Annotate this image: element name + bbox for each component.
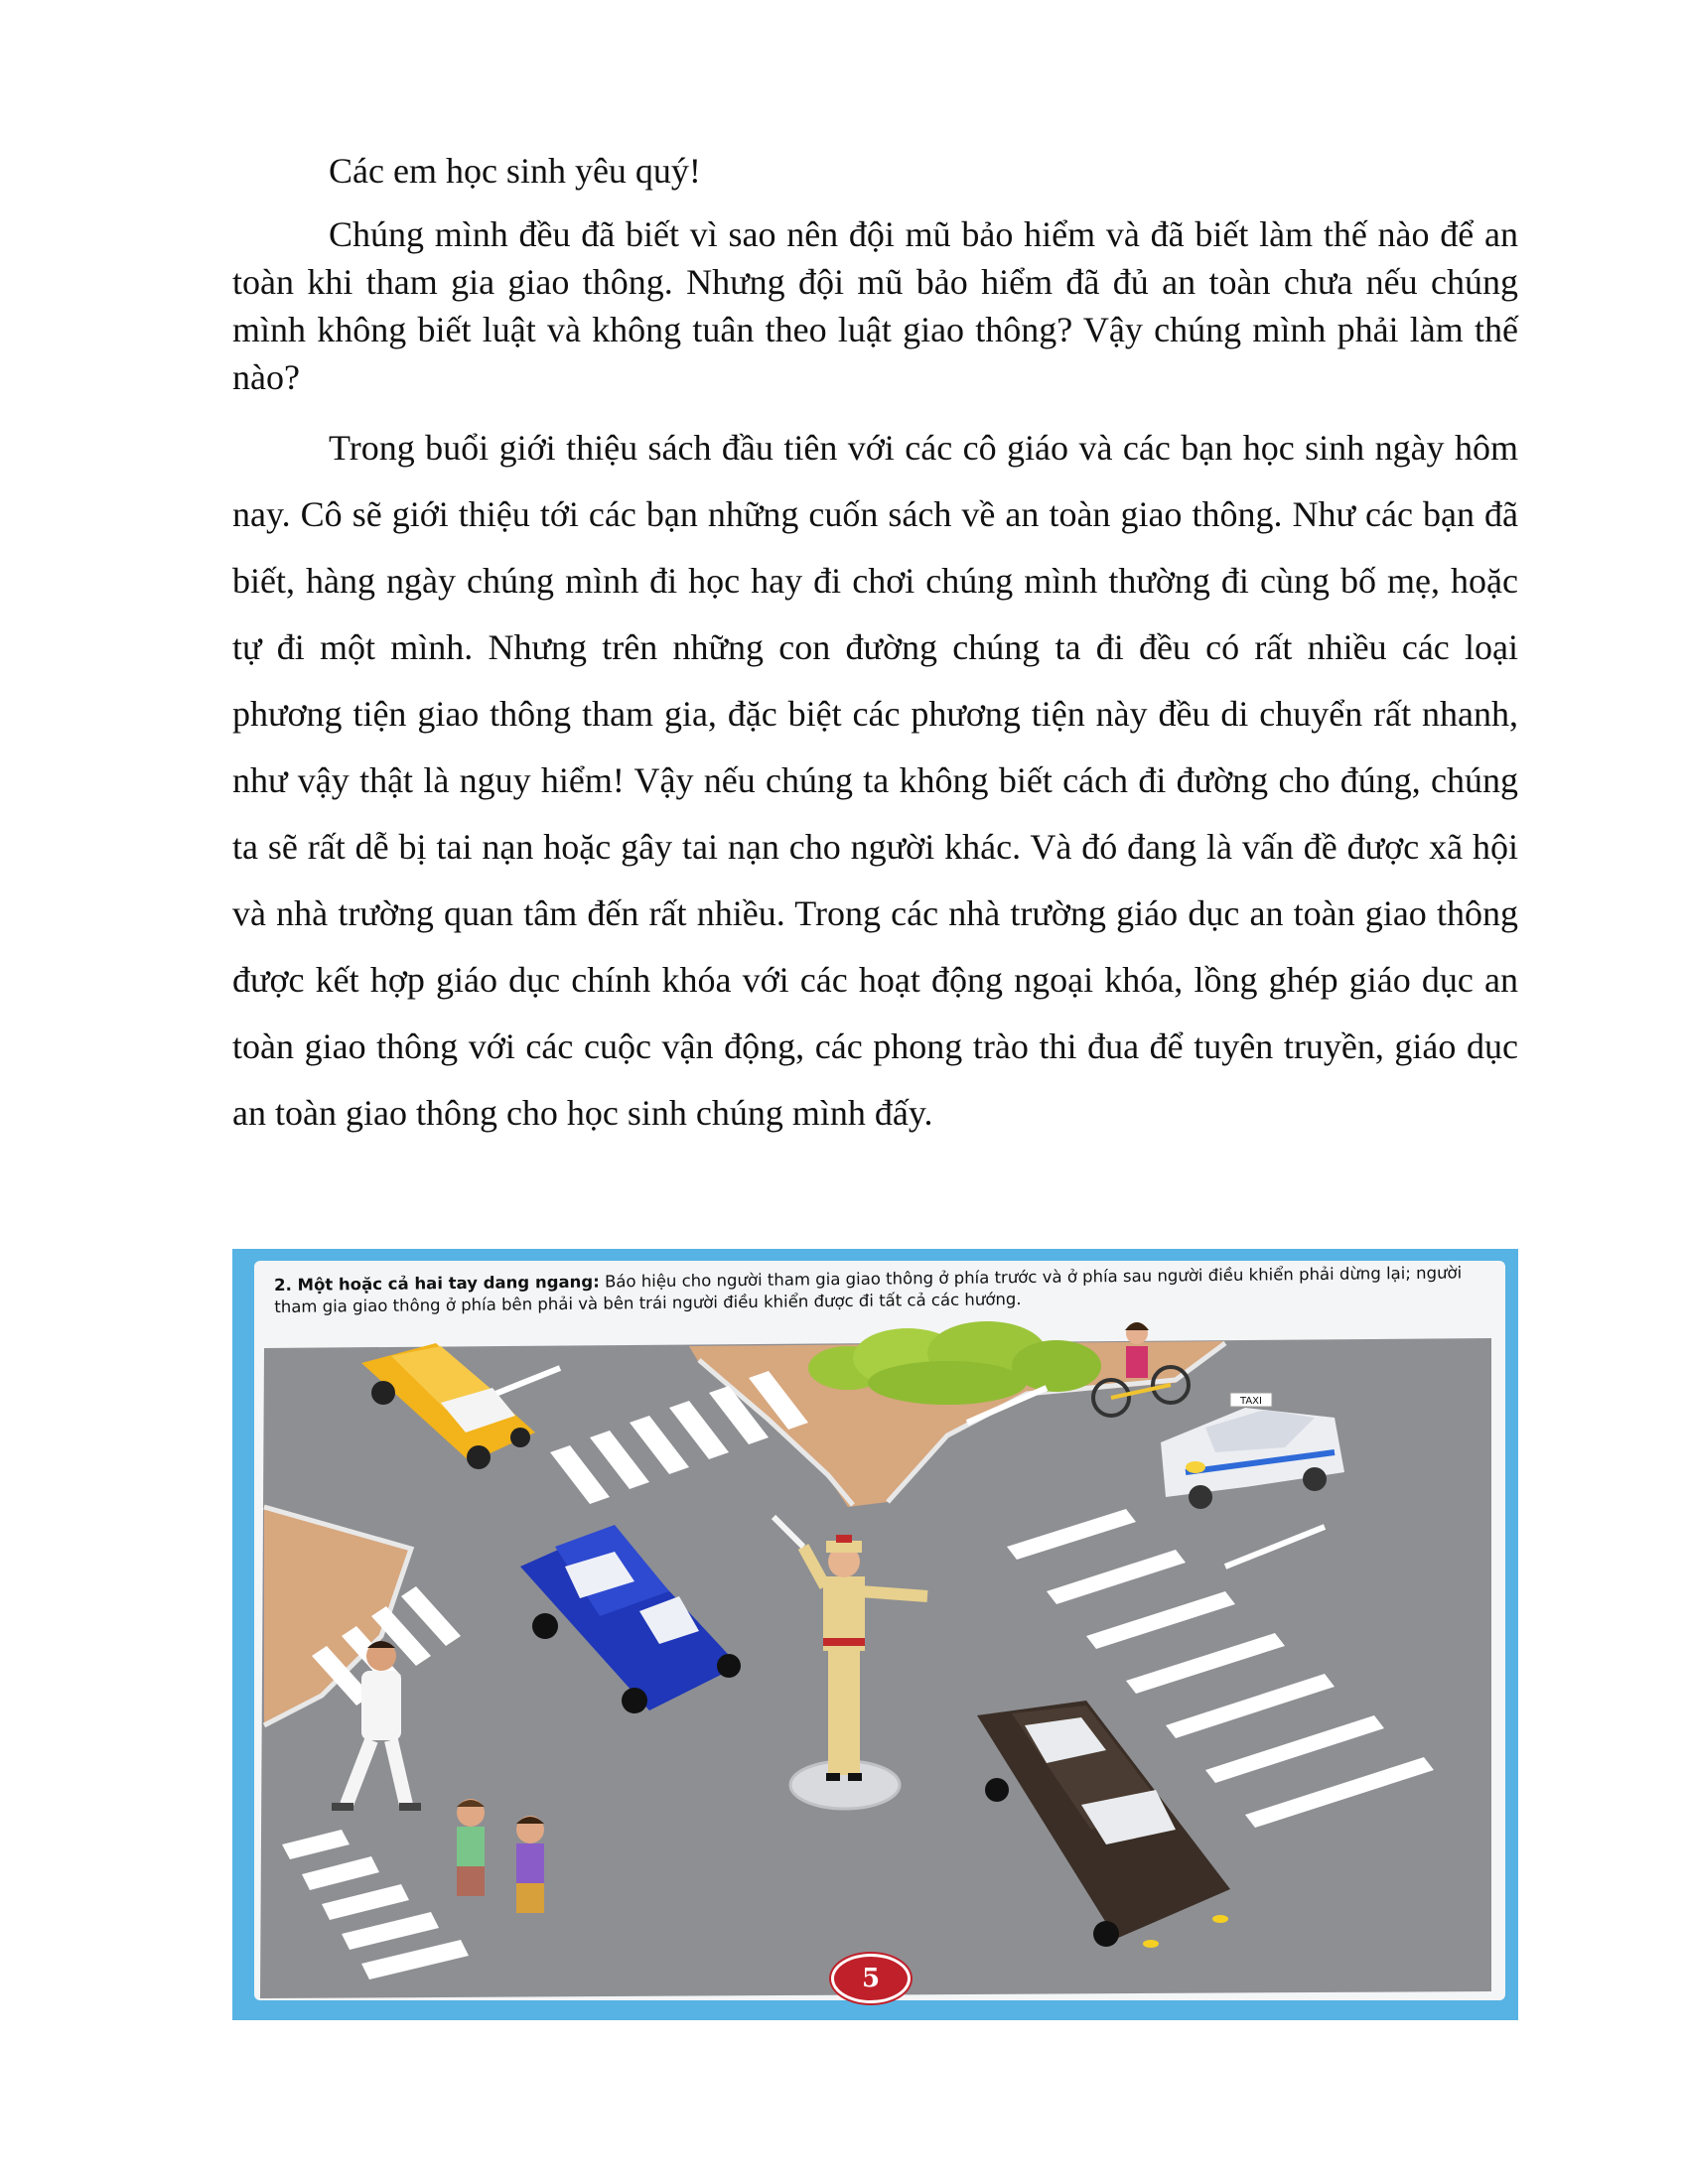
intersection-scene <box>232 1249 1518 2020</box>
caption-title: 2. Một hoặc cả hai tay dang ngang: <box>274 1272 600 1295</box>
paragraph-helmet-intro: Chúng mình đều đã biết vì sao nên đội mũ bảo hiểm và đã biết làm thế nào để an toàn khi tham gia giao thông. Nhưng đội mũ bảo hiểm đã đủ an toàn chưa nếu chúng mình không biết luật và không tuân theo luật giao thông? Vậy chúng mình phải làm thế nào? <box>232 214 1518 397</box>
caption-body: Báo hiệu cho người tham gia giao thông ở phía trước và ở phía sau người điều khiển phải dừng lại; người tham gia giao thông ở phía bên phải và bên trái người điều khiển được đi tất cả các hướng. <box>274 1263 1463 1316</box>
paragraph-book-introduction: Trong buổi giới thiệu sách đầu tiên với các cô giáo và các bạn học sinh ngày hôm nay. Cô sẽ giới thiệu tới các bạn những cuốn sách về an toàn giao thông. Như các bạn đã biết, hàng ngày chúng mình đi học hay đi chơi chúng mình thường đi cùng bố mẹ, hoặc tự đi một mình. Nhưng trên những con đường chúng ta đi đều có rất nhiều các loại phương tiện giao thông tham gia, đặc biệt các phương tiện này đều di chuyển rất nhanh, như vậy thật là nguy hiểm! Vậy nếu chúng ta không biết cách đi đường cho đúng, chúng ta sẽ rất dễ bị tai nạn hoặc gây tai nạn cho người khác. Và đó đang là vấn đề được xã hội và nhà trường quan tâm đến rất nhiều. Trong các nhà trường giáo dục an toàn giao thông được kết hợp giáo dục chính khóa với các hoạt động ngoại khóa, lồng ghép giáo dục an toàn giao thông với các cuộc vận động, các phong trào thi đua để tuyên truyền, giáo dục an toàn giao thông cho học sinh chúng mình đấy. <box>232 428 1518 1133</box>
taxi-sign-text: TAXI <box>1240 1396 1262 1407</box>
traffic-safety-illustration <box>232 1249 1518 2020</box>
page-number-badge: 5 <box>831 1954 911 2003</box>
greeting-line: Các em học sinh yêu quý! <box>329 151 701 191</box>
document-body <box>232 147 1518 1147</box>
